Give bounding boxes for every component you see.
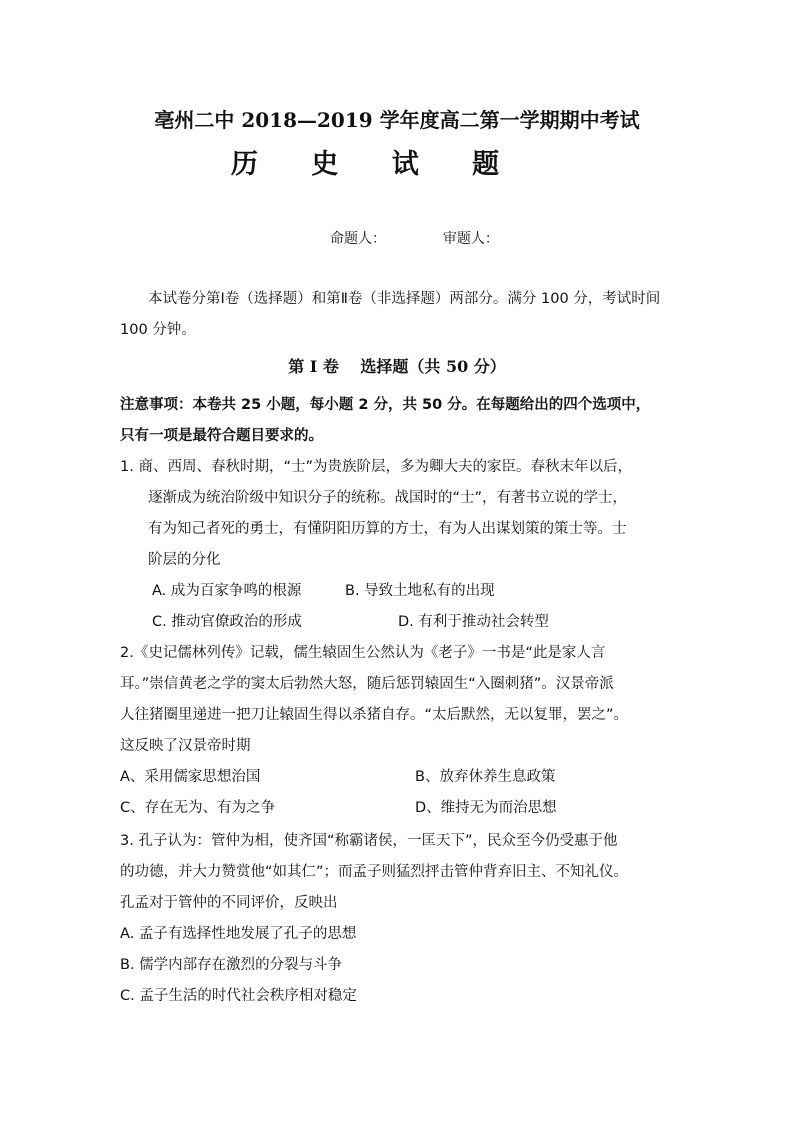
setter-label: 命题人： — [330, 231, 386, 247]
q2-option-b: B、放弃休养生息政策 — [415, 769, 556, 785]
intro-line-2: 100 分钟。 — [120, 322, 196, 338]
q2-line-2: 耳。”崇信黄老之学的窦太后勃然大怒，随后惩罚辕固生“入圈刺猪”。汉景帝派 — [120, 676, 614, 692]
q1-line-4: 阶层的分化 — [148, 552, 221, 568]
q1-option-a: A. 成为百家争鸣的根源 — [152, 583, 302, 599]
q2-option-d: D、维持无为而治思想 — [415, 800, 557, 816]
q2-line-3: 人往猪圈里递进一把刀让辕固生得以杀猪自存。“太后默然，无以复罪，罢之”。 — [120, 707, 629, 723]
q3-option-c: C. 孟子生活的时代社会秩序相对稳定 — [120, 988, 357, 1004]
q1-option-c: C. 推动官僚政治的形成 — [152, 614, 302, 630]
q3-line-3: 孔孟对于管仲的不同评价，反映出 — [120, 895, 338, 911]
exam-title: 亳州二中 2018—2019 学年度高二第一学期期中考试 — [154, 108, 640, 132]
notice-line-2: 只有一项是最符合题目要求的。 — [120, 428, 323, 444]
q2-option-a: A、采用儒家思想治国 — [120, 769, 261, 785]
q1-line-2: 逐渐成为统治阶级中知识分子的统称。战国时的“士”，有著书立说的学士， — [148, 490, 628, 506]
intro-line-1: 本试卷分第Ⅰ卷（选择题）和第Ⅱ卷（非选择题）两部分。满分 100 分，考试时间 — [148, 291, 661, 307]
subject-title: 历 史 试 题 — [230, 149, 522, 180]
q1-option-b: B. 导致土地私有的出现 — [345, 583, 495, 599]
authors-line — [330, 228, 499, 248]
q1-line-1: 1. 商、西周、春秋时期，“士”为贵族阶层，多为卿大夫的家臣。春秋末年以后， — [120, 459, 632, 475]
q3-option-b: B. 儒学内部存在激烈的分裂与斗争 — [120, 957, 343, 973]
q1-option-d: D. 有利于推动社会转型 — [398, 614, 549, 630]
q3-line-1: 3. 孔子认为：管仲为相，使齐国“称霸诸侯，一匡天下”，民众至今仍受惠于他 — [120, 833, 618, 849]
q2-line-1: 2.《史记儒林列传》记载，儒生辕固生公然认为《老子》一书是“此是家人言 — [120, 645, 606, 661]
q1-line-3: 有为知己者死的勇士，有懂阴阳历算的方士，有为人出谋划策的策士等。士 — [148, 521, 627, 537]
q2-option-c: C、存在无为、有为之争 — [120, 800, 276, 816]
q3-option-a: A. 孟子有选择性地发展了孔子的思想 — [120, 926, 357, 942]
notice-line-1: 注意事项：本卷共 25 小题，每小题 2 分，共 50 分。在每题给出的四个选项中， — [120, 397, 651, 413]
q2-line-4: 这反映了汉景帝时期 — [120, 738, 251, 754]
q3-line-2: 的功德，并大力赞赏他“如其仁”；而孟子则猛烈抨击管仲背弃旧主、不知礼仪。 — [120, 864, 629, 880]
reviewer-label: 审题人： — [442, 231, 499, 247]
section-title: 第 Ⅰ 卷 选择题（共 50 分） — [288, 357, 506, 376]
